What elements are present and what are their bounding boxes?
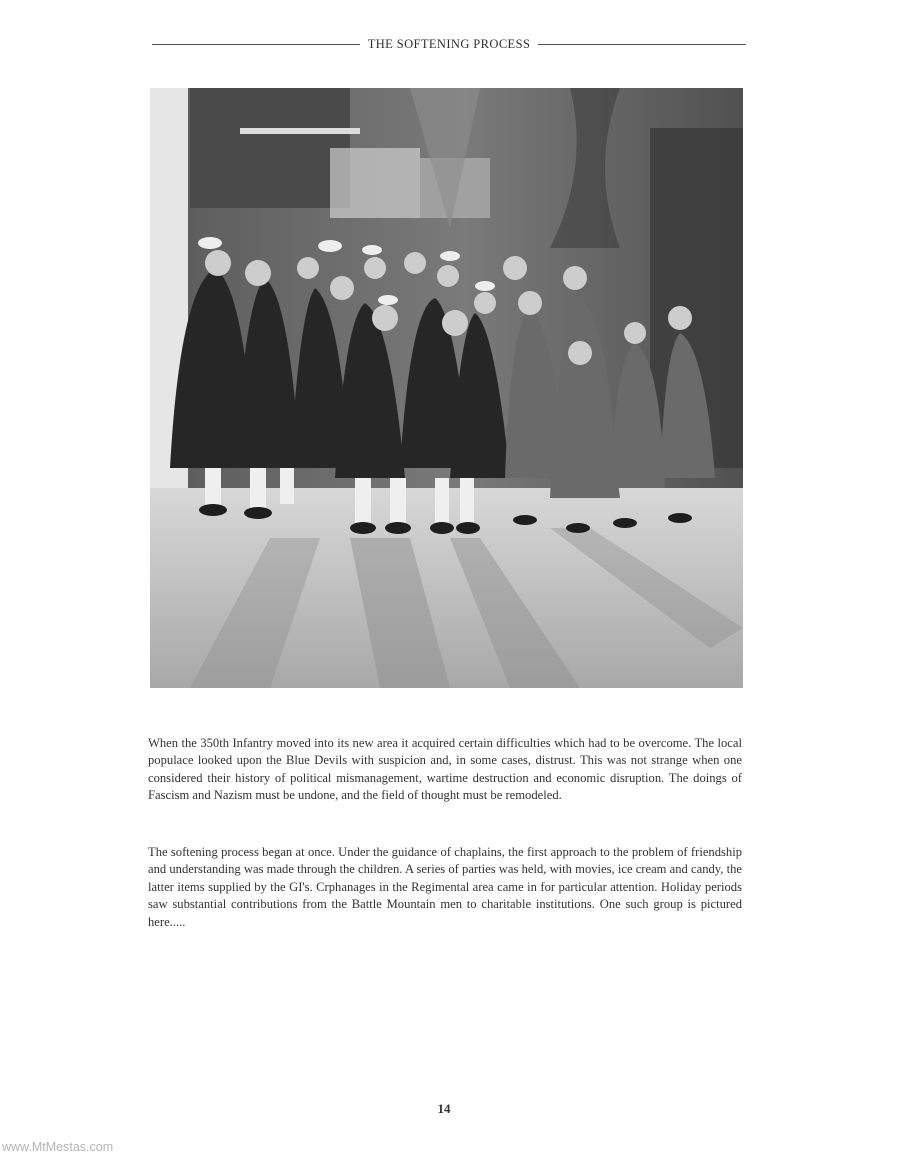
paragraph-2: The softening process began at once. Under the guidance of chaplains, the first approach to the problem of friendship and understanding was made through the children. A series of parties was held, with movies, ice cream and candy, the latter items supplied by the GI's. Crphanages in the Regimental area came in for particular attention. Holiday periods saw substantial contributions from the Battle Mountain men to charitable institutions. One such group is pictured here..... xyxy=(148,845,742,929)
page-number: 14 xyxy=(437,1101,451,1116)
photo-image xyxy=(150,88,743,688)
header-rule-right xyxy=(538,44,746,45)
running-header xyxy=(152,34,746,54)
paragraph-1: When the 350th Infantry moved into its new area it acquired certain difficulties which had to be overcome. The local populace looked upon the Blue Devils with suspicion and, in some cases, distrust. This was not strange when one considered their history of political mismanagement, wartime destruction and economic disruption. The doings of Fascism and Nazism must be undone, and the field of thought must be remodeled. xyxy=(148,736,742,803)
header-rule-left xyxy=(152,44,360,45)
group-photo-children xyxy=(150,88,743,688)
site-watermark: www.MtMestas.com xyxy=(2,1140,114,1154)
header-title: THE SOFTENING PROCESS xyxy=(367,36,531,51)
